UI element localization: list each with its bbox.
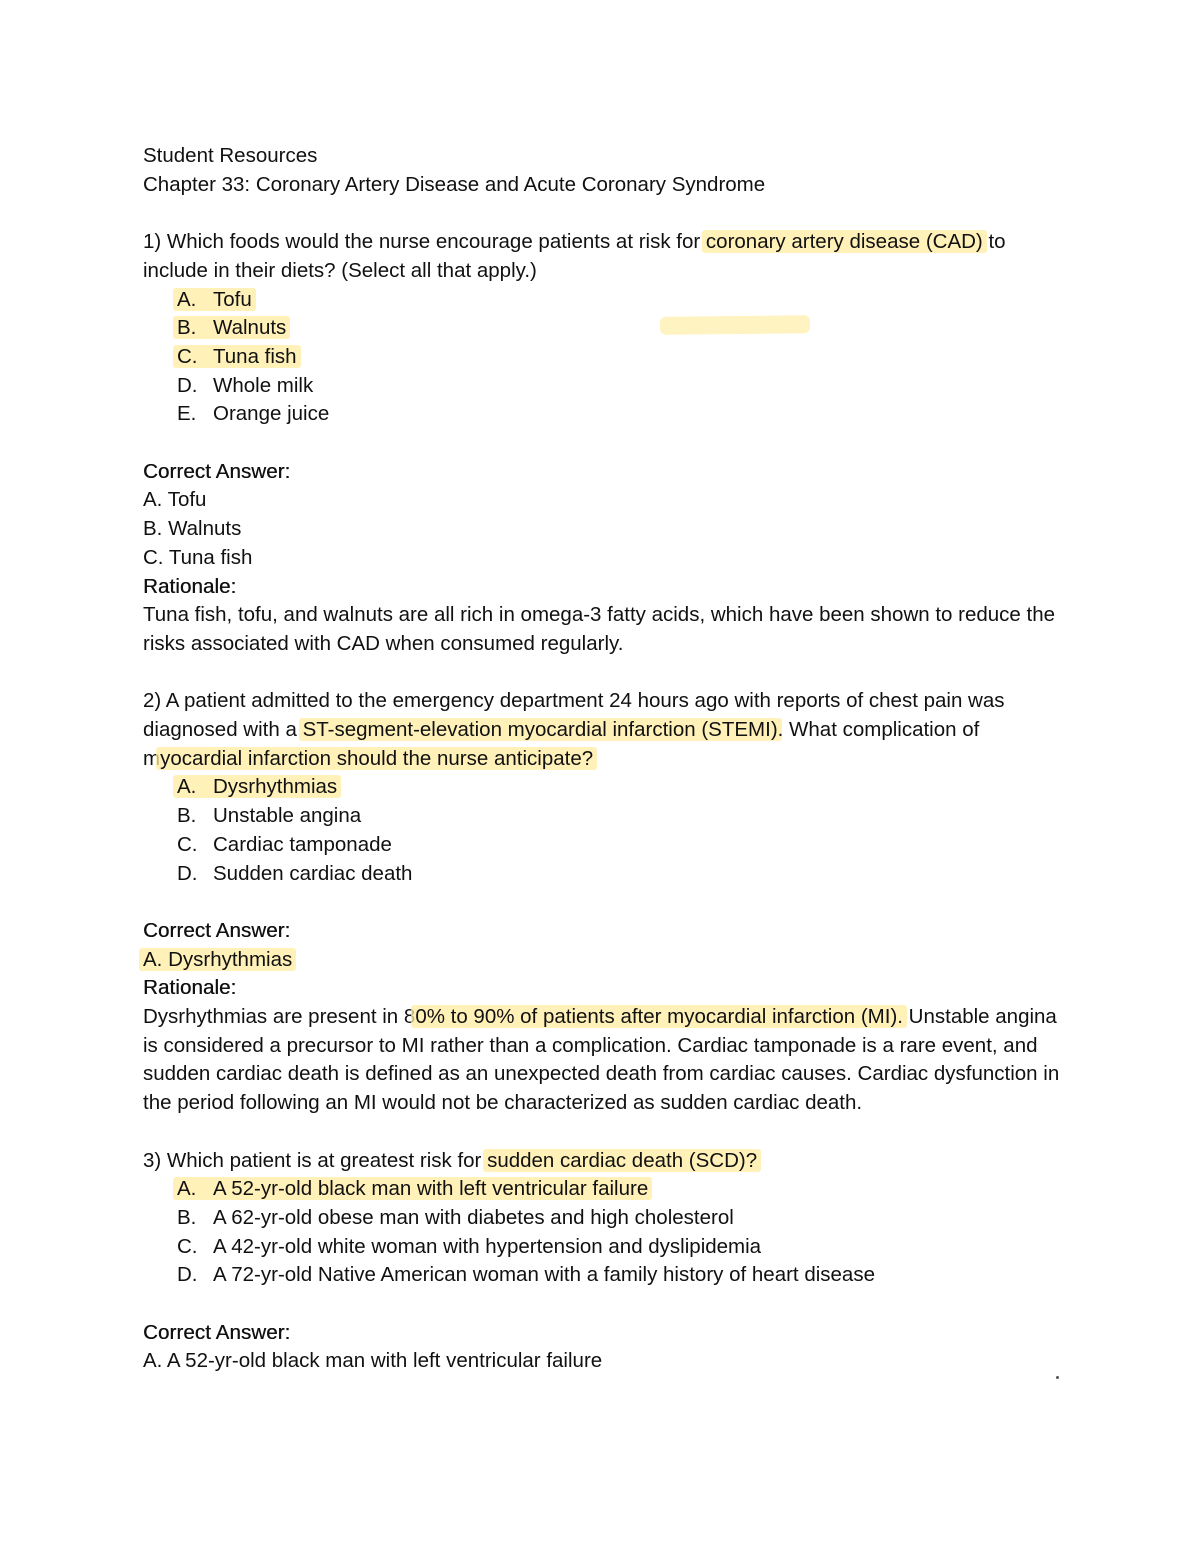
header-line-1: Student Resources [143, 144, 318, 167]
q1-stem-text: 1) Which foods would the nurse encourage patients at risk for [143, 230, 706, 254]
q2-stem-text: 2) A patient admitted to the emergency department 24 hours ago with reports of chest pain was diagnosed with a [143, 689, 1005, 742]
q1-stem-highlight: coronary artery disease (CAD) [705, 230, 983, 254]
q3-option-c [143, 1233, 1073, 1262]
q2-stem [143, 687, 1073, 773]
q1-option-text: Tuna fish [213, 344, 297, 368]
q2-option-text: Unstable angina [213, 804, 362, 828]
spacer [143, 1290, 1073, 1319]
q2-stem-highlight-2: yocardial infarction should the nurse anticipate? [160, 746, 594, 770]
q3-stem [143, 1147, 1073, 1176]
q1-correct-label: Correct Answer: [143, 459, 291, 483]
q3-answer: A. A 52-yr-old black man with left ventricular failure [143, 1349, 603, 1373]
q1-stem-text-end: to include in their diets? (Select all that apply.) [143, 230, 1006, 282]
q3-option-letter: D. [177, 1263, 198, 1287]
q2-option-letter: C. [177, 832, 198, 856]
q2-answer [143, 946, 1073, 975]
q2-option-text: Sudden cardiac death [213, 861, 413, 885]
q1-stem [143, 228, 1073, 285]
q1-option-a [143, 286, 1073, 315]
header-line-2: Chapter 33: Coronary Artery Disease and Acute Coronary Syndrome [143, 172, 766, 196]
q1-answer-1: A. Tofu [143, 488, 207, 512]
q2-rationale-highlight: 0% to 90% of patients after myocardial infarction (MI). [415, 1005, 903, 1029]
q1-option-c [143, 343, 1073, 372]
q3-option-letter: A. [177, 1177, 197, 1201]
q2-option-letter: B. [177, 804, 197, 828]
q1-option-letter: E. [177, 402, 197, 426]
q2-rationale-label: Rationale: [143, 976, 237, 1000]
q1-option-letter: D. [177, 373, 198, 397]
q3-option-letter: B. [177, 1205, 197, 1229]
q1-option-text: Tofu [213, 287, 252, 311]
spacer [143, 888, 1073, 917]
q1-option-b [143, 314, 1073, 343]
q2-option-text: Cardiac tamponade [213, 832, 392, 856]
spacer [143, 1118, 1073, 1147]
q1-option-text: Whole milk [213, 373, 314, 397]
spacer [143, 659, 1073, 688]
q1-rationale-label: Rationale: [143, 574, 237, 598]
q3-correct-label: Correct Answer: [143, 1320, 291, 1344]
q1-option-text: Walnuts [213, 316, 287, 340]
q1-option-e [143, 400, 1073, 429]
q3-option-text: A 72-yr-old Native American woman with a family history of heart disease [213, 1263, 875, 1287]
q1-rationale-text: Tuna fish, tofu, and walnuts are all rich in omega-3 fatty acids, which have been shown to reduce the risks associated with CAD when consumed regularly. [143, 603, 1056, 655]
stray-dot-mark [1056, 1376, 1059, 1379]
q2-stem-text-mid: . What complication of m [143, 718, 980, 770]
q2-option-c [143, 831, 1073, 860]
q1-option-letter: A. [177, 287, 197, 311]
q3-option-letter: C. [177, 1234, 198, 1258]
q2-rationale-text-end: Unstable angina is considered a precursor to MI rather than a complication. Cardiac tamponade is a rare event, and sudden cardiac death is defined as an unexpected death from cardiac causes. Cardiac dysfunction in the period following an MI would not be characterized as sudden cardiac death. [143, 1005, 1060, 1115]
q2-stem-highlight-1: ST-segment-elevation myocardial infarction (STEMI) [302, 718, 778, 742]
q1-option-text: Orange juice [213, 402, 330, 426]
q3-option-text: A 52-yr-old black man with left ventricular failure [213, 1177, 649, 1201]
q1-answer-2: B. Walnuts [143, 517, 242, 541]
q2-rationale-text: Dysrhythmias are present in 8 [143, 1005, 416, 1029]
q3-option-text: A 62-yr-old obese man with diabetes and high cholesterol [213, 1205, 734, 1229]
q1-option-letter: B. [177, 316, 197, 340]
q2-rationale [143, 1003, 1073, 1118]
q3-option-d [143, 1261, 1073, 1290]
spacer [143, 429, 1073, 458]
spacer [143, 199, 1073, 228]
q2-correct-label: Correct Answer: [143, 918, 291, 942]
q1-option-letter: C. [177, 344, 198, 368]
q2-option-letter: A. [177, 775, 197, 799]
q1-answer-3: C. Tuna fish [143, 545, 253, 569]
q2-option-b [143, 802, 1073, 831]
q3-stem-text: 3) Which patient is at greatest risk for [143, 1148, 488, 1172]
q2-answer-highlight: A. Dysrhythmias [143, 947, 293, 971]
q2-option-a [143, 773, 1073, 802]
q3-stem-highlight: sudden cardiac death (SCD)? [487, 1148, 758, 1172]
q2-option-d [143, 860, 1073, 889]
q2-option-text: Dysrhythmias [213, 775, 338, 799]
q3-option-b [143, 1204, 1073, 1233]
q1-option-d [143, 372, 1073, 401]
q2-option-letter: D. [177, 861, 198, 885]
q3-option-a [143, 1175, 1073, 1204]
document-page [143, 142, 1073, 1376]
q3-option-text: A 42-yr-old white woman with hypertension and dyslipidemia [213, 1234, 762, 1258]
